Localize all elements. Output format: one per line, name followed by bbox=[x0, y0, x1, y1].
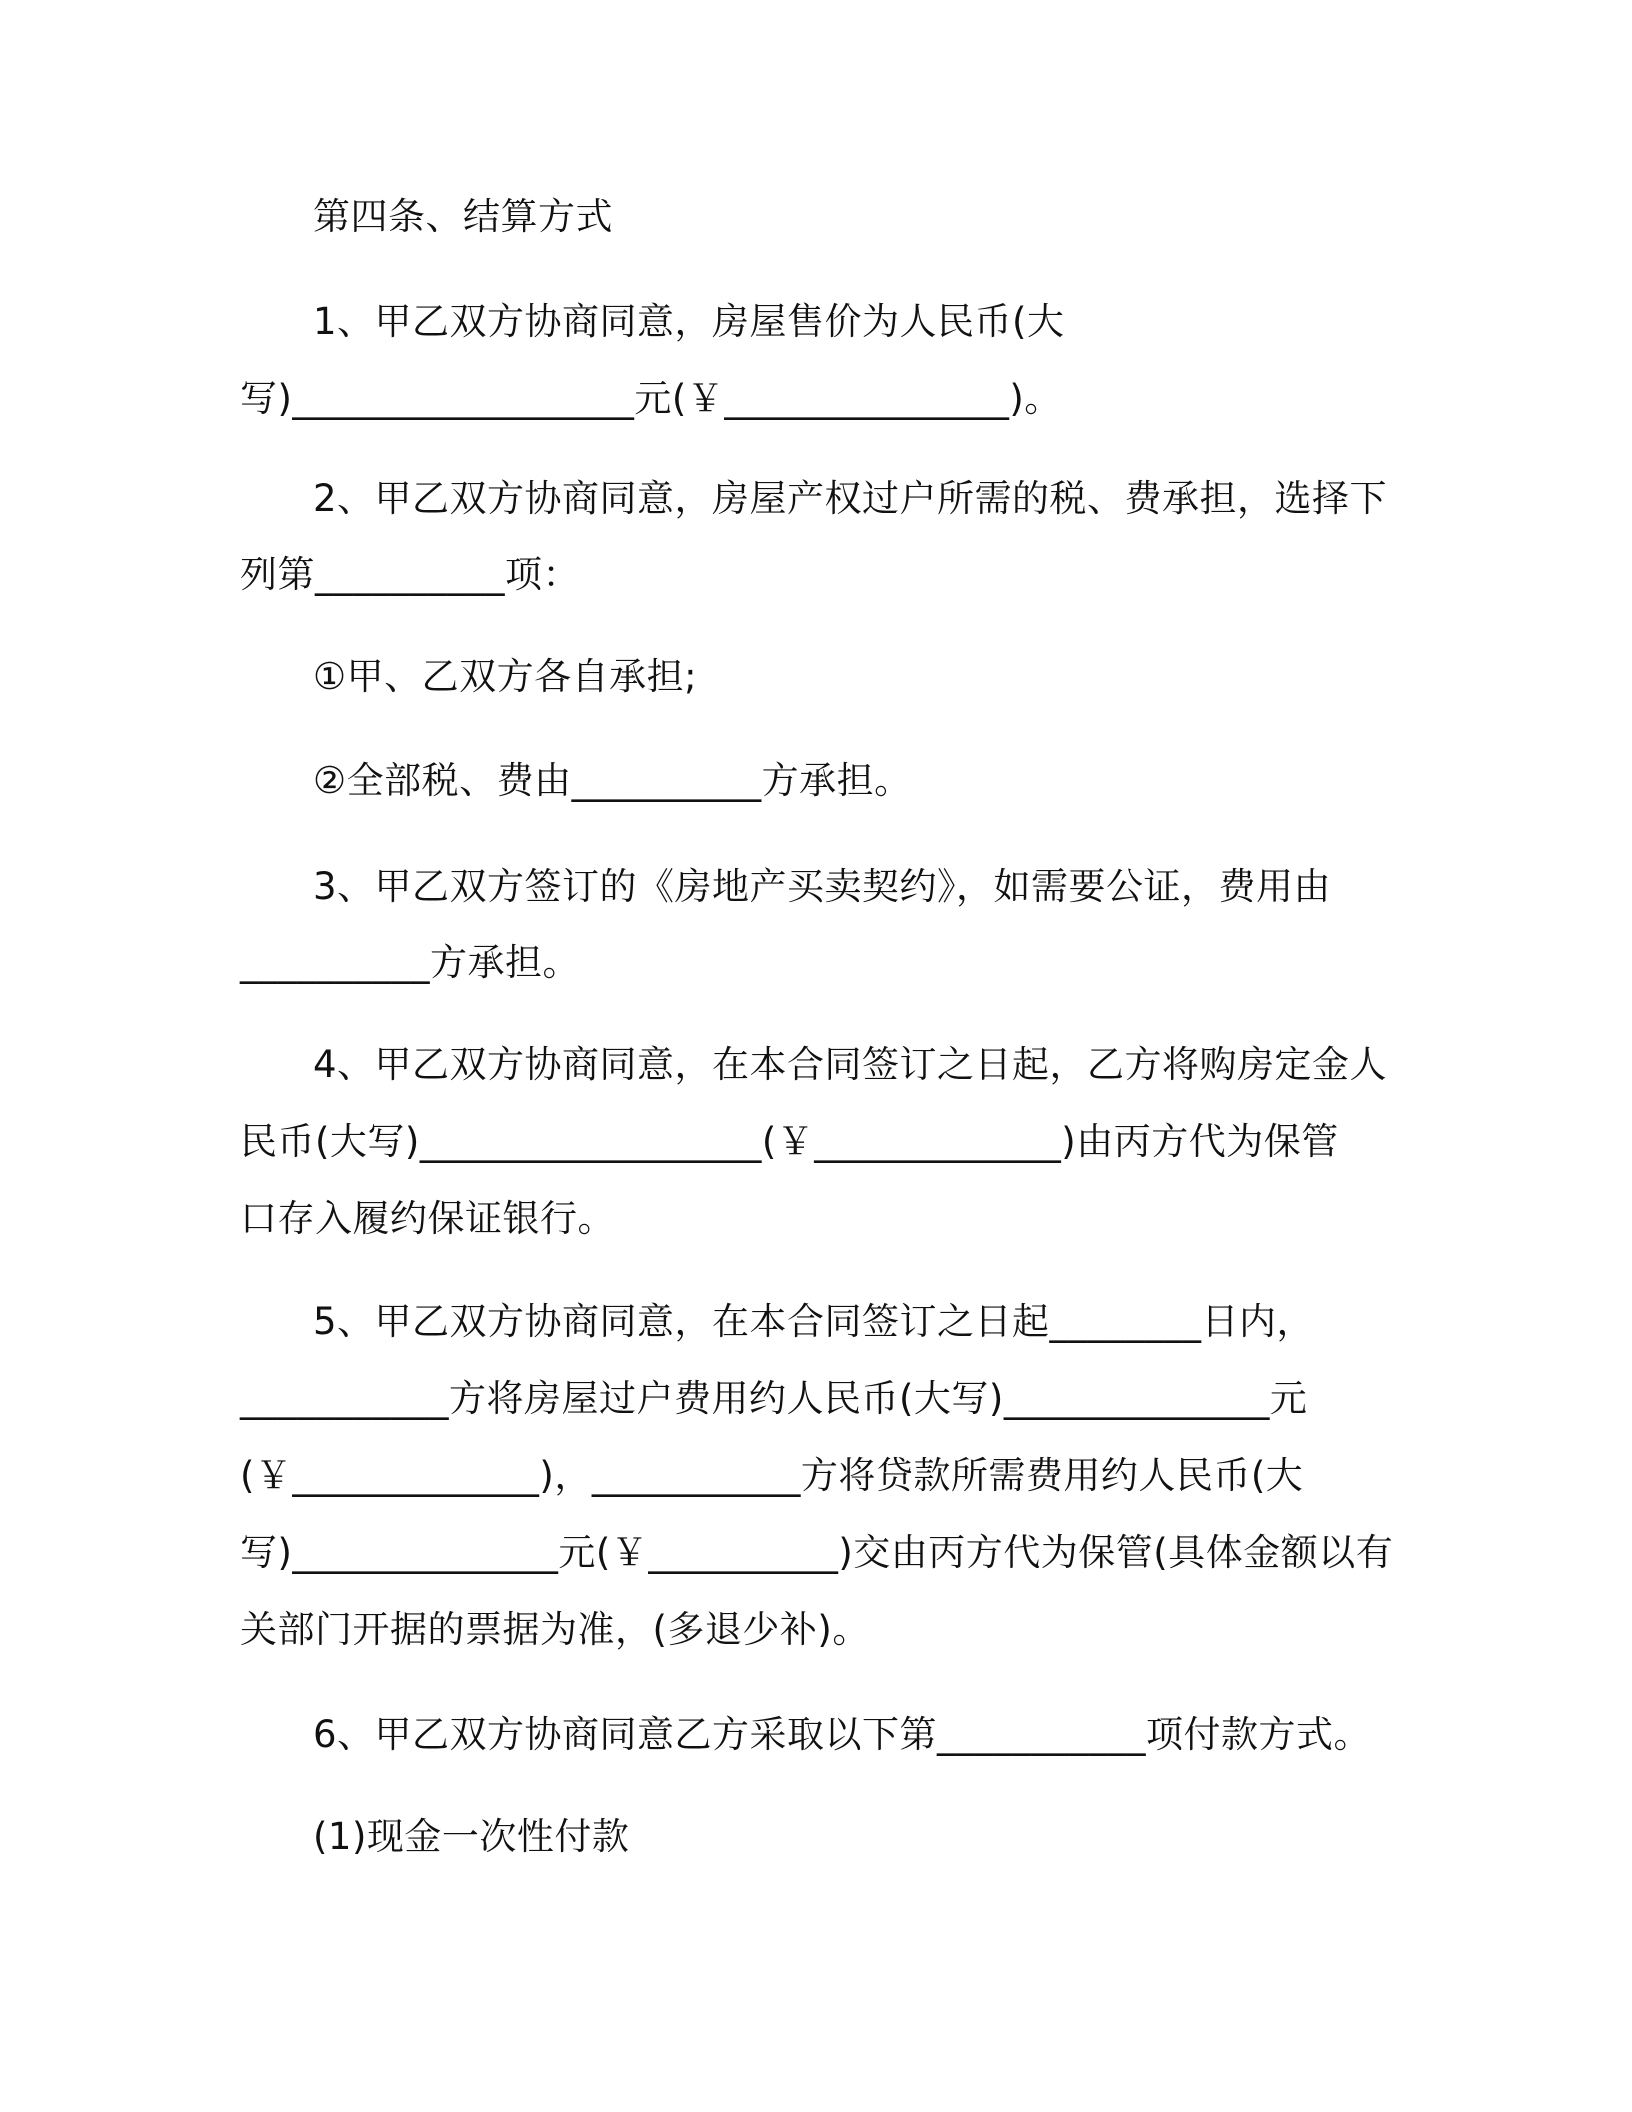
paragraph-line: 2、甲乙双方协商同意，房屋产权过户所需的税、费承担，选择下 bbox=[313, 477, 1388, 520]
paragraph-line: 列第__________项： bbox=[240, 553, 580, 596]
paragraph-line: 3、甲乙双方签订的《房地产买卖契约》，如需要公证，费用由 bbox=[313, 865, 1332, 908]
paragraph-line: (￥_____________)，___________方将贷款所需费用约人民币(大 bbox=[240, 1454, 1304, 1497]
option-line: (1)现金一次性付款 bbox=[313, 1815, 630, 1858]
paragraph-line: 写)______________元(￥__________)交由丙方代为保管(具体金额以有 bbox=[240, 1531, 1394, 1574]
paragraph-line: ___________方将房屋过户费用约人民币(大写)______________元 bbox=[240, 1377, 1308, 1420]
paragraph-line: 关部门开据的票据为准，(多退少补)。 bbox=[240, 1608, 870, 1651]
option-line: ②全部税、费由__________方承担。 bbox=[313, 759, 912, 802]
paragraph-line: 5、甲乙双方协商同意，在本合同签订之日起________日内， bbox=[313, 1300, 1315, 1343]
paragraph-line: 4、甲乙双方协商同意，在本合同签订之日起，乙方将购房定金人 bbox=[313, 1043, 1388, 1086]
paragraph-line: 1、甲乙双方协商同意，房屋售价为人民币(大 bbox=[313, 300, 1065, 343]
option-line: ①甲、乙双方各自承担; bbox=[313, 655, 698, 698]
section-heading: 第四条、结算方式 bbox=[313, 195, 613, 238]
paragraph-line: 口存入履约保证银行。 bbox=[240, 1197, 615, 1240]
paragraph-line: __________方承担。 bbox=[240, 941, 580, 984]
paragraph-line: 民币(大写)__________________(￥_____________)由丙方代为保管 bbox=[240, 1120, 1339, 1163]
paragraph-line: 写)__________________元(￥_______________)。 bbox=[240, 377, 1062, 420]
paragraph-line: 6、甲乙双方协商同意乙方采取以下第___________项付款方式。 bbox=[313, 1713, 1372, 1756]
